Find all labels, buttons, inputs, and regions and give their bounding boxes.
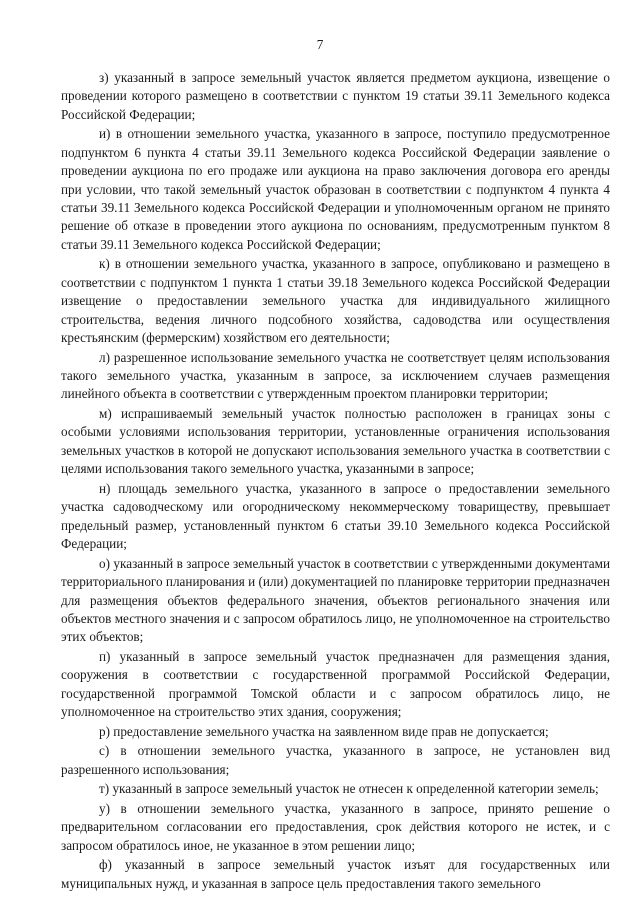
paragraph-i: и) в отношении земельного участка, указанного в запросе, поступило предусмотренное подпунктом 6 пункта 4 статьи 39.11 Земельного кодекса Российской Федерации заявление о проведении аукциона по его продаже или аукциона на право заключения договора его аренды при условии, что такой земельный участок образован в соответствии с подпунктом 4 пункта 4 статьи 39.11 Земельного кодекса Российской Федерации и уполномоченным органом не принято решение об отказе в проведении этого аукциона по основаниям, предусмотренным пунктом 8 статьи 39.11 Земельного кодекса Российской Федерации; bbox=[61, 126, 610, 252]
page-number: 7 bbox=[316, 37, 324, 52]
paragraph-m: м) испрашиваемый земельный участок полностью расположен в границах зоны с особыми условиями использования территории, установленные ограничения использования земельных участков в которой не допускают использования земельного участка в соответствии с целями использования такого земельного участка, указанными в запросе; bbox=[61, 406, 610, 477]
paragraph-r: р) предоставление земельного участка на заявленном виде прав не допускается; bbox=[99, 723, 549, 739]
paragraph-n: н) площадь земельного участка, указанного в запросе о предоставлении земельного участка садоводческому или огородническому некоммерческому товариществу, превышает предельный размер, установленный пунктом 6 статьи 39.10 Земельного кодекса Российской Федерации; bbox=[61, 480, 610, 552]
paragraph-t: т) указанный в запросе земельный участок не отнесен к определенной категории земель; bbox=[99, 781, 599, 797]
paragraph-p: п) указанный в запросе земельный участок предназначен для размещения здания, сооружения в соответствии с государственной программой Российской Федерации, государственной программой Томской области и с запросом обратилось лицо, не уполномоченное на строительство этих здания, сооружения; bbox=[61, 648, 610, 720]
paragraph-u: у) в отношении земельного участка, указанного в запросе, принято решение о предварительном согласовании его предоставления, срок действия которого не истек, и с запросом обратилось иное, не указанное в этом решении лицо; bbox=[61, 800, 610, 853]
paragraph-o: о) указанный в запросе земельный участок в соответствии с утвержденными документами территориального планирования и (или) документацией по планировке территории предназначен для размещения объектов федерального значения, объектов регионального значения или объектов местного значения и с запросом обратилось лицо, не уполномоченное на строительство этих объектов; bbox=[61, 555, 610, 645]
paragraph-z: з) указанный в запросе земельный участок является предметом аукциона, извещение о проведении которого размещено в соответствии с пунктом 19 статьи 39.11 Земельного кодекса Российской Федерации; bbox=[61, 70, 610, 122]
paragraph-l: л) разрешенное использование земельного участка не соответствует целям использования такого земельного участка, указанным в запросе, за исключением случаев размещения линейного объекта в соответствии с утвержденным проектом планировки территории; bbox=[61, 349, 610, 402]
body-text bbox=[61, 69, 610, 894]
paragraph-s: с) в отношении земельного участка, указанного в запросе, не установлен вид разрешенного использования; bbox=[61, 743, 610, 777]
paragraph-k: к) в отношении земельного участка, указанного в запросе, опубликовано и размещено в соответствии с подпунктом 1 пункта 1 статьи 39.18 Земельного кодекса Российской Федерации извещение о предоставлении земельного участка для индивидуального жилищного строительства, ведения личного подсобного хозяйства, садоводства или осуществления крестьянским (фермерским) хозяйством его деятельности; bbox=[61, 256, 610, 346]
paragraph-f: ф) указанный в запросе земельный участок изъят для государственных или муниципальных нужд, и указанная в запросе цель предоставления такого земельного bbox=[61, 857, 610, 891]
